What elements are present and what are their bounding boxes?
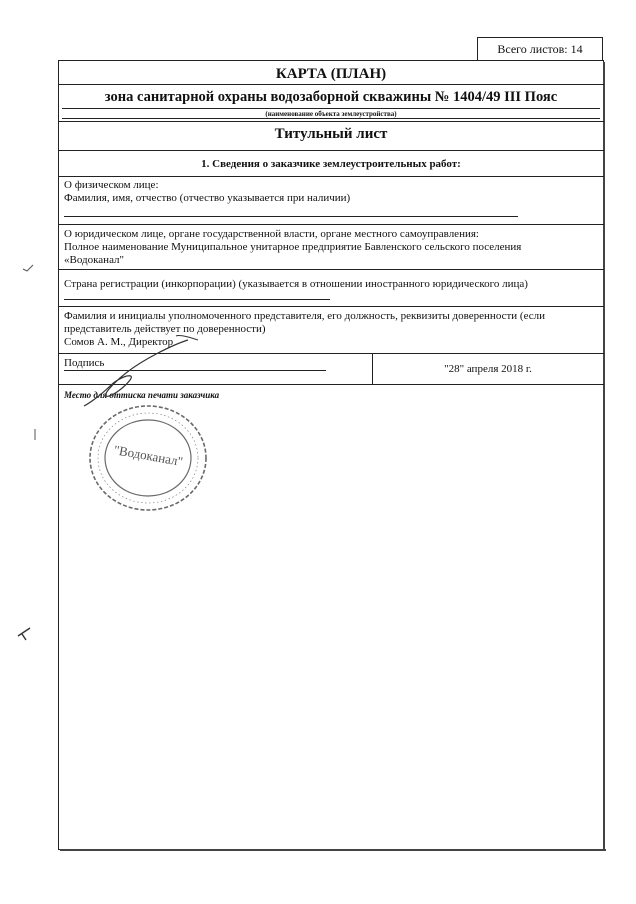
country-field [64,299,330,300]
individual-heading: О физическом лице: [64,179,159,191]
divider [58,121,604,122]
divider [58,306,604,307]
object-caption: (наименование объекта землеустройства) [265,110,397,118]
signature-date: "28" апреля 2018 г. [444,363,532,375]
margin-mark [32,428,38,445]
sheet-title: Титульный лист [274,126,388,142]
individual-fio-label: Фамилия, имя, отчество (отчество указывается при наличии) [64,192,351,204]
margin-tick-icon [32,428,38,442]
signature-label: Подпись [64,357,105,369]
total-sheets-box [477,37,603,61]
individual-fio-field [64,216,518,217]
total-sheets-value: 14 [570,42,583,56]
legal-entity-name-line2: «Водоканал" [64,254,125,266]
object-name-underline [62,108,600,109]
section-customer-title: 1. Сведения о заказчике землеустроительных работ: [201,158,461,170]
country-label: Страна регистрации (инкорпорации) (указывается в отношении иностранного юридического лица) [64,278,528,290]
caption-underline [62,118,600,119]
handwritten-signature [80,330,210,410]
legal-entity-name-line1: Полное наименование Муниципальное унитарное предприятие Бавленского сельского поселения [64,241,522,253]
seal-center-text: "Водоканал" [112,442,185,469]
object-name: зона санитарной охраны водозаборной скважины № 1404/49 III Пояс [104,89,558,105]
round-seal [86,402,216,514]
frame-right-shadow [603,62,605,851]
legal-entity-heading: О юридическом лице, органе государственной власти, органе местного самоуправления: [64,228,479,240]
representative-label-line2: представитель действует по доверенности) [64,323,266,335]
margin-mark [16,626,32,645]
total-sheets-label: Всего листов: [497,42,568,56]
divider [58,224,604,225]
divider [58,176,604,177]
stamp-place-caption: Место для оттиска печати заказчика [64,390,220,400]
margin-mark [22,263,34,276]
frame-bottom-shadow [60,849,606,851]
divider [58,84,604,85]
divider [58,269,604,270]
representative-label-line1: Фамилия и инициалы уполномоченного представителя, его должность, реквизиты доверенности (если [64,310,545,322]
margin-tick-icon [16,626,32,642]
document-title: КАРТА (ПЛАН) [275,66,387,82]
representative-value: Сомов А. М., Директор [64,336,174,348]
divider [58,150,604,151]
margin-tick-icon [22,263,34,273]
